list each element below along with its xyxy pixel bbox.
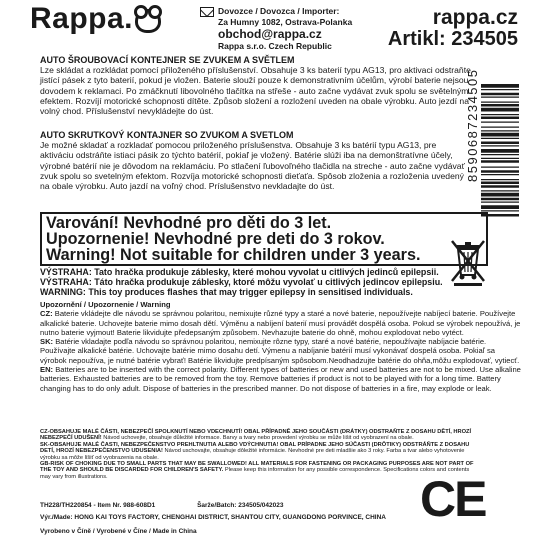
batch-number: Šarže/Batch: 234505/042023 xyxy=(197,502,284,509)
small-parts-sk-bold: SK-OBSAHUJE MALÉ ČASTI, NEBEZPEČENSTVO PREHLTNUTIA ALEBO VDÝCHNUTIA! OBAL PRÍPADNE JEHO SÚČASTI (DRÔTIKY) ODSTRÁŇTE Z DOSAHU DETÍ, HROZÍ NEBEZPEČENSTVO UDUSENIA! xyxy=(40,441,470,455)
barcode-bar xyxy=(481,179,519,180)
website: rappa.cz xyxy=(432,6,518,29)
barcode-bar xyxy=(481,104,519,107)
contact-line1: Dovozce / Dovozca / Importer: xyxy=(218,6,340,16)
epilepsy-en: WARNING: This toy produces flashes that may trigger epilepsy in sensitised individuals. xyxy=(40,286,413,297)
barcode-bar xyxy=(481,185,519,188)
barcode-bar xyxy=(481,133,519,137)
barcode-bar xyxy=(481,198,519,201)
barcode-bar xyxy=(481,160,519,163)
battery-warning-sk xyxy=(40,337,522,365)
small-parts-cz-text: Návod uchovejte, obsahuje důležité informace. Barvy a tvary nebo provedení výrobku se může lišit od vyobrazení na obale. xyxy=(101,435,414,442)
barcode-bar xyxy=(481,108,519,112)
small-parts-sk xyxy=(40,442,480,461)
contact-email: obchod@rappa.cz xyxy=(218,26,322,41)
company-name: Rappa s.r.o. Czech Republic xyxy=(218,40,332,51)
contact-line2: Za Humny 1082, Ostrava-Polanka xyxy=(218,16,353,27)
barcode-bar xyxy=(481,114,519,115)
product-description-cz xyxy=(40,55,472,116)
barcode-bar xyxy=(481,158,519,159)
barcode-bar xyxy=(481,130,519,131)
barcode-bar xyxy=(481,84,519,88)
small-parts-en-bold: GB-RISK OF CHOKING DUE TO SMALL PARTS THAT MAY BE SWALLOWED! ALL MATERIALS FOR FASTENING OR PACKAGING PURPOSES ARE NOT PART OF THE TOY AND SHOULD BE DISCARDED FOR CHILDREN'S SAFETY. xyxy=(40,461,474,474)
rappa-logo xyxy=(30,2,161,36)
barcode-bar xyxy=(481,182,519,185)
epilepsy-sk: VÝSTRAHA: Táto hračka produkuje záblesky, ktoré môžu vyvolať u citlivých jedincov epilepsiu. xyxy=(40,276,443,287)
age-warning-cz: Varování! Nevhodné pro děti do 3 let. xyxy=(46,214,332,232)
barcode-bar xyxy=(481,138,519,139)
barcode-bar xyxy=(481,145,519,146)
barcode-bar xyxy=(481,97,519,98)
barcode-bar xyxy=(481,117,519,120)
barcode-bar xyxy=(481,127,519,128)
barcode-bar xyxy=(481,167,519,168)
importer-contact xyxy=(200,6,352,51)
epilepsy-cz: VÝSTRAHA: Tato hračka produkuje záblesky, které mohou vyvolat u citlivých jedinců epilepsii. xyxy=(40,267,439,277)
barcode-bar xyxy=(481,93,519,96)
age-warning-box xyxy=(40,212,488,266)
product-title-cz: AUTO ŠROUBOVACÍ KONTEJNER SE ZVUKEM A SVĚTLEM xyxy=(40,55,295,65)
label-en: EN: xyxy=(40,365,54,375)
battery-warning-cz xyxy=(40,309,522,337)
small-parts-cz xyxy=(40,429,480,442)
barcode-bar xyxy=(481,102,519,103)
battery-warning-en xyxy=(40,365,522,393)
age-warning-sk: Upozornenie! Nevhodné pre deti do 3 rokov. xyxy=(46,230,385,248)
label-sk: SK: xyxy=(40,337,54,347)
barcode-bar xyxy=(481,205,519,209)
small-parts-warnings xyxy=(40,429,480,480)
article-number: Artikl: 234505 xyxy=(387,28,518,50)
barcode-bar xyxy=(481,190,519,191)
product-body-sk: Je možné skladať a rozkladať pomocou priloženého príslušenstva. Obsahuje 3 ks batérií typu AG13, pre aktiváciu odstráňte istiaci pásik zo týchto batérií, pokiaľ je vložený. Batérie slúži iba na demonštratívne účely, výrobné batérií nie je dôvodom na reklamáciu. Po stlačení ľubovoľného tlačidla na streche - auto začne vydávať zvuk spolu so svetelným efektom. Rozvíja motorické schopnosti dieťaťa. Spôsob zloženia a rozloženia uvedený na obale výrobku. Auto jazdí na voľný chod. Príslušenstvo nevkladajte do úst. xyxy=(40,140,465,192)
made-in: Vyrobeno v Číně / Vyrobené v Číne / Made in China xyxy=(40,528,197,535)
ce-mark: CE xyxy=(420,471,486,527)
battery-warnings xyxy=(40,300,522,393)
barcode-bar xyxy=(481,122,519,123)
label-cz: CZ: xyxy=(40,309,53,319)
barcode-bar xyxy=(481,202,519,203)
barcode-bar xyxy=(481,193,519,197)
barcode-bar xyxy=(481,170,519,173)
barcode-bar xyxy=(481,149,519,153)
barcode-bar xyxy=(481,154,519,155)
small-parts-sk-text: Návod uschovajte, obsahuje dôležité informácie. Nevhodné pre deti mladšie ako 3 roky. Farba a tvar alebo vyhotovenie výrobku sa môže líšiť od vyobrazenia na obale. xyxy=(40,448,465,461)
logo-text: Rappa. xyxy=(30,2,134,35)
battery-text-cz: Baterie vkládejte dle návodu se správnou polaritou, nemixujte různé typy a staré a nové baterie, nepoužívejte nabíjecí baterie. Používejte alkalické baterie. Uchovejte baterie mimo dosah dětí. Výměnu a nabíjení baterií musí provádět dospělá osoba. Pokud se výrobek nepoužívá, je nutno baterie vyjmout! Baterie likvidujte předepsaným způsobem. Nevhazujte baterie do ohně, mohou explodovat nebo vytéct. xyxy=(40,309,521,337)
barcode-bar xyxy=(481,89,519,90)
epilepsy-warnings xyxy=(40,268,520,297)
warnings-heading: Upozornění / Upozornenie / Warning xyxy=(40,300,171,309)
battery-text-en: Batteries are to be inserted with the correct polarity. Different types of batteries or new and used batteries are not to be mixed. Use alkaline batteries. Exhausted batteries are to be removed from the toy. Remove batteries if product is not to be played with for a long time. Battery changing has to do only adult. Dispose of batteries in the prescribed manner. Do not dispose of batteries in a fire, may explode or leak. xyxy=(40,365,521,393)
envelope-icon xyxy=(200,7,214,17)
small-parts-en-text: Please keep this information for any possible correspondence. Specifications colors and contents may vary from illustrations. xyxy=(40,467,470,480)
manufacturer: Výr./Made: HONG KAI TOYS FACTORY, CHENGHAI DISTRICT, SHANTOU CITY, GUANGDONG PORVINCE, CHINA xyxy=(40,514,386,521)
item-number: TH228/TH220854 - Item Nr. 988-608D1 xyxy=(40,502,156,509)
barcode-bar xyxy=(481,174,519,175)
product-body-cz: Lze skládat a rozkládat pomocí přiloženého příslušenství. Obsahuje 3 ks baterií typu AG13, pro aktivaci odstraňte jistící pásek z tyto baterií, pokud je vložen. Baterie slouží pouze k demonstrativním účelům, výrobí baterie nejsou dovodem k reklamaci. Po zmáčknutí libovolného tlačítka na střeše - auto začne vydávat zvuk spolu se světelným efektem. Rozvíjí motorické schopnosti dítěte. Způsob složení a rozložení uveden na obale výrobku. Auto jezdí na volný chod. Příslušenství nevykládejte do úst. xyxy=(40,65,471,117)
bear-icon xyxy=(135,9,161,33)
product-title-sk: AUTO SKRUTKOVÝ KONTAJNER SO ZVUKOM A SVETLOM xyxy=(40,130,294,140)
small-parts-en xyxy=(40,461,480,480)
small-parts-cz-bold: CZ-OBSAHUJE MALÉ ČÁSTI, NEBEZPEČÍ SPOLKNUTÍ NEBO VDECHNUTÍ! OBAL PŘÍPADNĚ JEHO SOUČÁSTI (DRÁTKY) ODSTRAŇTE Z DOSAHU DĚTÍ, HROZÍ NEBEZPEČÍ UDUŠENÍ! xyxy=(40,429,472,442)
age-warning-en: Warning! Not suitable for children under 3 years. xyxy=(46,246,421,264)
battery-text-sk: Batérie vkladajte podľa návodu so správnou polaritou, nemixujte rôzne typy, staré a nové batérie, nepoužívajte nabíjacie batérie. Používajte alkalické batérie. Uchovajte batérie mimo dosahu detí. Výmenu a nabíjanie batérií musí vykonávať dospelá osoba. Pokiaľ sa výrobok nepoužíva, je nutné batérie vybrať! Batérie likvidujte predpísaným spôsobom.Neodhadzujte batérie do ohňa,môžu explodovať, vytiecť. xyxy=(40,337,520,365)
product-description-sk xyxy=(40,130,472,191)
barcode-bar xyxy=(481,142,519,145)
barcode-digits: 8590687234505 xyxy=(465,68,480,182)
batch-info xyxy=(40,502,323,509)
